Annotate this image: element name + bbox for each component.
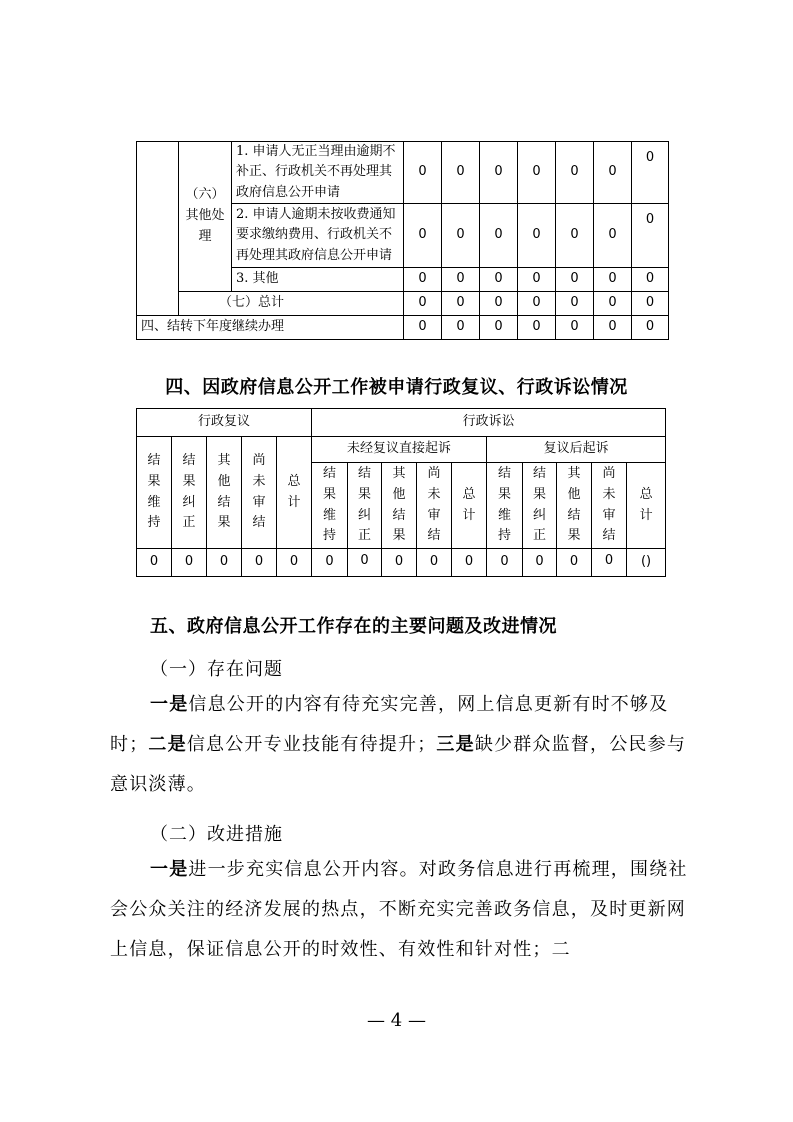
cell-value: 0 [442,204,480,268]
section-5-heading: 五、政府信息公开工作存在的主要问题及改进情况 [150,616,557,637]
cell-value: 0 [348,549,382,577]
improvements-paragraph: 一是进一步充实信息公开内容。对政务信息进行再梳理，围绕社会公众关注的经济发展的热点，不断充实完善政务信息，及时更新网上信息，保证信息公开的时效性、有效性和针对性；二 [110,859,688,960]
cell-value: 0 [442,142,480,204]
page-number: — 4 — [367,1010,426,1031]
cell-value: 0 [632,316,669,340]
cell-value: () [627,549,666,577]
cell-value: 0 [312,549,348,577]
cell-value: 0 [518,268,556,292]
cell-value: 0 [556,268,594,292]
cell-value: 0 [594,204,632,268]
cell-value: 0 [277,549,312,577]
cell-value: 0 [632,292,669,316]
cell-value: 0 [404,142,442,204]
col-header: 尚 未 审 结 [242,437,277,549]
cell-value: 0 [594,268,632,292]
col-header: 总 计 [452,463,487,549]
cell-value: 0 [632,142,669,204]
cell-value: 0 [556,316,594,340]
cell-value: 0 [556,204,594,268]
cell-value: 0 [480,204,518,268]
cell-value: 0 [480,268,518,292]
cell-value: 0 [556,292,594,316]
section-4-heading: 四、因政府信息公开工作被申请行政复议、行政诉讼情况 [165,377,628,398]
cell-value: 0 [404,316,442,340]
cell-value: 0 [518,142,556,204]
cell-value: 0 [592,549,627,577]
col-header: 结 果 纠 正 [172,437,207,549]
cell-value: 0 [442,316,480,340]
col-header: 其 他 结 果 [382,463,417,549]
cell-value: 0 [404,204,442,268]
cell-value: 0 [382,549,417,577]
col-header: 其 他 结 果 [557,463,592,549]
col-header: 尚 未 审 结 [417,463,452,549]
row-label: 2. 申请人逾期未按收费通知要求缴纳费用、行政机关不再处理其政府信息公开申请 [232,204,404,268]
col-header: 结 果 维 持 [137,437,172,549]
problems-paragraph: 一是信息公开的内容有待充实完善，网上信息更新有时不够及时；二是信息公开专业技能有待提升；三是缺少群众监督，公民参与意识淡薄。 [110,694,687,795]
cell-value: 0 [594,292,632,316]
cell-value: 0 [480,142,518,204]
subheading-improvements: （二）改进措施 [150,824,283,845]
after-review-header: 复议后起诉 [487,437,666,463]
col-header: 结 果 纠 正 [523,463,557,549]
cell-value: 0 [404,292,442,316]
col-header: 结 果 维 持 [487,463,523,549]
col-header: 结 果 维 持 [312,463,348,549]
cell-value: 0 [487,549,523,577]
col-header: 总 计 [627,463,666,549]
col-header: 结 果 纠 正 [348,463,382,549]
cell-value: 0 [523,549,557,577]
application-handling-table [136,141,669,340]
cell-value: 0 [480,316,518,340]
cell-value: 0 [442,292,480,316]
col-header: 其 他 结 果 [207,437,242,549]
cell-value: 0 [452,549,487,577]
group-label: （六）其他处理 [179,142,232,292]
litigation-header: 行政诉讼 [312,409,666,437]
review-litigation-table [136,408,666,577]
direct-suit-header: 未经复议直接起诉 [312,437,487,463]
col-header: 尚 未 审 结 [592,463,627,549]
cell-value: 0 [556,142,594,204]
blank-cell [137,142,179,316]
cell-value: 0 [632,204,669,268]
cell-value: 0 [404,268,442,292]
cell-value: 0 [594,142,632,204]
total-label: （七）总计 [179,292,404,316]
row-label: 1. 申请人无正当理由逾期不补正、行政机关不再处理其政府信息公开申请 [232,142,404,204]
cell-value: 0 [518,292,556,316]
cell-value: 0 [207,549,242,577]
cell-value: 0 [557,549,592,577]
cell-value: 0 [137,549,172,577]
review-header: 行政复议 [137,409,312,437]
carry-over-label: 四、结转下年度继续办理 [137,316,404,340]
cell-value: 0 [417,549,452,577]
cell-value: 0 [632,268,669,292]
cell-value: 0 [442,268,480,292]
cell-value: 0 [242,549,277,577]
cell-value: 0 [480,292,518,316]
cell-value: 0 [518,204,556,268]
row-label: 3. 其他 [232,268,404,292]
subheading-problems: （一）存在问题 [150,659,283,680]
cell-value: 0 [518,316,556,340]
cell-value: 0 [172,549,207,577]
col-header: 总 计 [277,437,312,549]
cell-value: 0 [594,316,632,340]
